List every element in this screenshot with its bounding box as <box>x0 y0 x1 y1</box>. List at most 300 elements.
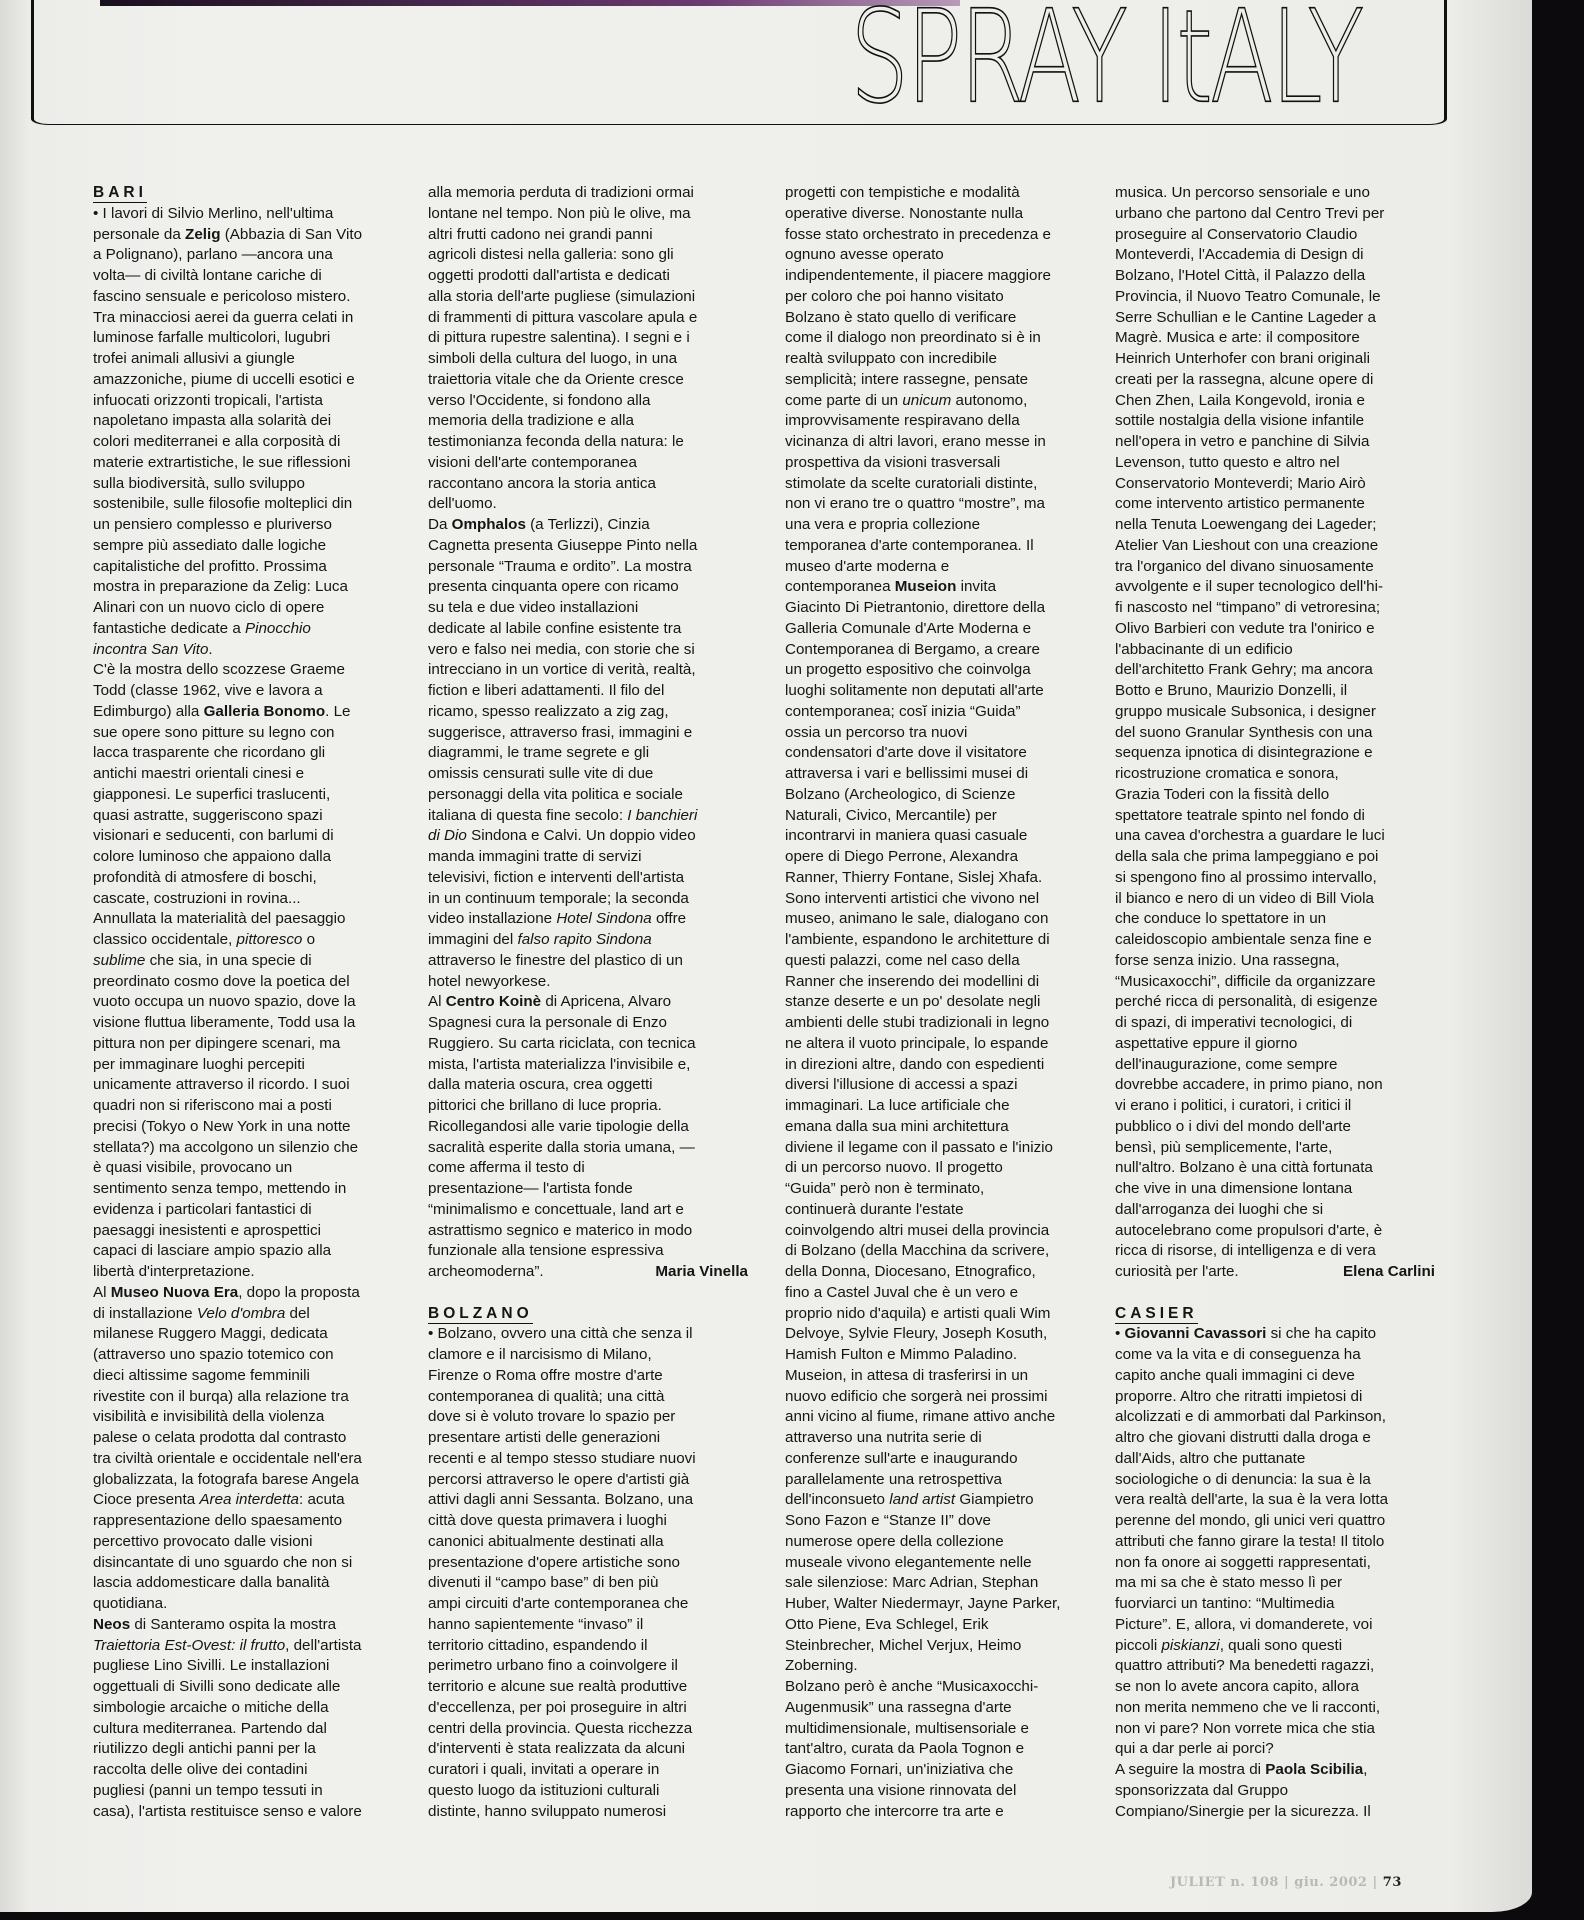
text-run: dell'uomo. <box>428 495 497 513</box>
text-line <box>1115 598 1435 619</box>
text-run: contemporanea <box>785 578 895 596</box>
text-run: Monteverdi, l'Accademia di Design di <box>1115 246 1364 264</box>
text-run: Giampietro <box>955 1491 1034 1509</box>
text-line <box>1115 1075 1435 1096</box>
text-line <box>93 972 413 993</box>
text-run: cultura mediterranea. Partendo dal <box>93 1719 327 1737</box>
text-line <box>93 826 413 847</box>
text-run: museo, animano le sale, dialogano con <box>785 910 1049 928</box>
text-line <box>785 1428 1105 1449</box>
text-line <box>93 951 413 972</box>
venue-name: Centro Koinè <box>445 993 542 1011</box>
italic-title: Area interdetta <box>199 1491 299 1509</box>
text-line <box>785 909 1105 930</box>
text-line <box>93 1739 413 1760</box>
text-run: del <box>285 1304 310 1322</box>
text-line <box>1115 183 1435 204</box>
text-line <box>785 1117 1105 1138</box>
text-run: pubblico o i divi del mondo dell'arte <box>1115 1117 1351 1135</box>
text-run: è quasi visibile, provocano un <box>93 1159 293 1177</box>
text-line <box>1115 287 1435 308</box>
text-line <box>1115 889 1435 910</box>
text-line <box>428 785 748 806</box>
text-run: percettivo provocato dalle visioni <box>93 1532 313 1550</box>
text-run: curatori i quali, invitati a operare in <box>428 1761 660 1778</box>
text-run: di Bolzano (della Macchina da scrivere, <box>785 1242 1050 1260</box>
text-run: Grazia Toderi con la fissità dello <box>1115 785 1330 803</box>
text-run: rapporto che intercorre tra arte e <box>785 1802 1004 1820</box>
text-run: diagrammi, le trame segrete e gli <box>428 744 650 762</box>
venue-name: Paola Scibilia <box>1265 1761 1364 1778</box>
text-run: di installazione <box>93 1304 197 1322</box>
text-run: Augenmusik” una rassegna d'arte <box>785 1698 1012 1716</box>
text-run: mostra in preparazione da Zelig: Luca <box>93 578 348 596</box>
text-run: quattro attributi? Ma benedetti ragazzi, <box>1115 1657 1375 1675</box>
text-run: semplicità; intere rassegne, pensate <box>785 370 1029 388</box>
text-line <box>428 930 748 951</box>
text-run: perimetro urbano fino a coinvolgere il <box>428 1657 678 1675</box>
text-run: Cagnetta presenta Giuseppe Pinto nella <box>428 536 698 554</box>
text-line <box>93 577 413 598</box>
text-run: : acuta <box>299 1491 345 1509</box>
text-line <box>428 1034 748 1055</box>
text-line <box>785 1158 1105 1179</box>
text-line <box>785 536 1105 557</box>
text-line <box>1115 1615 1435 1636</box>
text-line <box>428 1573 748 1594</box>
text-run: si che ha capito <box>1266 1325 1377 1343</box>
text-line <box>1115 909 1435 930</box>
text-line <box>93 1553 413 1574</box>
text-run: un progetto espositivo che coinvolga <box>785 661 1031 679</box>
text-run: parallelamente una retrospettiva <box>785 1470 1002 1488</box>
text-line <box>1115 1428 1435 1449</box>
text-run: operative diverse. Nonostante nulla <box>785 204 1024 222</box>
text-run: stanze deserte e un po' desolate negli <box>785 993 1041 1011</box>
text-line <box>428 494 748 515</box>
text-run: perenne del mondo, gli unici veri quattro <box>1115 1512 1386 1529</box>
text-line <box>93 432 413 453</box>
text-run: null'altro. Bolzano è una città fortunata <box>1115 1159 1373 1177</box>
text-line <box>785 660 1105 681</box>
text-run: unicamente attraverso il ricordo. I suoi <box>93 1076 350 1094</box>
text-run: contemporanea; cosĭ inizia “Guida” <box>785 702 1021 720</box>
text-line <box>785 1449 1105 1470</box>
venue-name: Zelig <box>185 225 221 243</box>
text-line <box>1115 391 1435 412</box>
text-line <box>1115 619 1435 640</box>
text-run: come il dialogo non preordinato si è in <box>785 329 1041 347</box>
text-line <box>785 328 1105 349</box>
text-line <box>93 1345 413 1366</box>
text-line <box>785 515 1105 536</box>
text-line <box>785 1470 1105 1491</box>
text-run: Botto e Bruno, Maurizio Donzelli, il <box>1115 682 1348 699</box>
text-run: quotidiana. <box>93 1595 168 1612</box>
text-line <box>93 245 413 266</box>
text-run: condensatori d'arte dove il visitatore <box>785 744 1027 762</box>
text-run: Museion, in attesa di trasferirsi in un <box>785 1366 1029 1384</box>
text-run: alla memoria perduta di tradizioni ormai <box>428 184 694 201</box>
text-line <box>1115 1781 1435 1802</box>
text-run: capito anche quali immagini ci deve <box>1115 1366 1355 1384</box>
text-run: materie extrartistiche, le sue riflessioni <box>93 453 351 471</box>
text-line <box>93 1760 413 1781</box>
text-run: evidenza i particolari fantastici di <box>93 1200 312 1218</box>
article-column-4 <box>1115 183 1435 1822</box>
text-run: mista, l'artista materializza l'invisibile e, <box>428 1055 691 1073</box>
text-line <box>93 411 413 432</box>
text-line <box>93 1719 413 1740</box>
text-line <box>785 1615 1105 1636</box>
text-run: recenti e al tempo stesso studiare nuovi <box>428 1449 696 1467</box>
text-run: fascino sensuale e pericoloso mistero. <box>93 287 351 305</box>
text-line <box>428 515 748 536</box>
text-line <box>785 1075 1105 1096</box>
text-run: in direzioni altre, dando con espedienti <box>785 1055 1045 1073</box>
text-run: dall'arroganza dei luoghi che si <box>1115 1200 1324 1218</box>
text-run: lacca trasparente che ricordano gli <box>93 744 326 762</box>
text-line <box>785 847 1105 868</box>
text-run: sacralità esperite dalla storia umana, — <box>428 1138 695 1156</box>
text-run: d'eccellenza, per poi proseguire in altri <box>428 1698 687 1716</box>
text-run: archeomoderna”. <box>428 1263 544 1280</box>
italic-title: land artist <box>889 1491 956 1509</box>
text-line <box>428 391 748 412</box>
text-line <box>428 598 748 619</box>
text-run: di spazi, di imperativi tecnologici, di <box>1115 1014 1353 1031</box>
text-run: lontane nel tempo. Non più le olive, ma <box>428 204 691 222</box>
text-line <box>428 702 748 723</box>
text-run: Tra minacciosi aerei da guerra celati in <box>93 308 354 326</box>
text-run: tra civiltà orientale e occidentale nell'era <box>93 1449 362 1467</box>
text-run: omissis censurati sulle vite di due <box>428 765 654 782</box>
text-line <box>93 308 413 329</box>
text-line <box>785 1179 1105 1200</box>
text-line <box>428 328 748 349</box>
text-run: conferenze sull'arte e inaugurando <box>785 1449 1018 1467</box>
text-run: sempre più assediato dalle logiche <box>93 536 327 554</box>
text-run: urbano che partono dal Centro Trevi per <box>1115 204 1385 222</box>
text-run: forse senza inizio. Una rassegna, <box>1115 951 1340 969</box>
text-line <box>785 1532 1105 1553</box>
page-number: 73 <box>1382 1875 1402 1890</box>
text-line <box>785 1324 1105 1345</box>
text-line <box>1115 1573 1435 1594</box>
text-run: nuovo edificio che sorgerà nei prossimi <box>785 1387 1048 1405</box>
text-line <box>428 951 748 972</box>
text-run: Annullata la materialità del paesaggio <box>93 910 346 928</box>
text-line <box>93 1636 413 1657</box>
text-run: presentazione d'opere artistiche sono <box>428 1553 680 1571</box>
text-run: immagini del <box>428 931 518 948</box>
text-run: anni vicino al fiume, rimane attivo anche <box>785 1408 1056 1426</box>
venue-name: Museo Nuova Era <box>110 1283 239 1301</box>
text-run: musica. Un percorso sensoriale e uno <box>1115 184 1370 201</box>
text-line <box>785 308 1105 329</box>
text-run: vicinanza di altri lavori, erano messe in <box>785 433 1046 450</box>
italic-title: unicum <box>902 391 952 409</box>
text-line <box>428 1055 748 1076</box>
text-line <box>93 868 413 889</box>
venue-name: Neos <box>93 1615 131 1633</box>
footer-separator: | <box>1372 1875 1378 1890</box>
text-line <box>785 1013 1105 1034</box>
text-line <box>428 1407 748 1428</box>
text-line <box>93 702 413 723</box>
text-run: ricamo, spesso realizzato a zig zag, <box>428 702 669 720</box>
text-run: autocelebrano come propulsori d'arte, è <box>1115 1221 1383 1239</box>
text-line <box>428 1138 748 1159</box>
text-line <box>1115 266 1435 287</box>
text-run: ambienti delle stubi tradizionali in legno <box>785 1014 1050 1031</box>
text-run: come va la vita e di conseguenza ha <box>1115 1346 1361 1363</box>
text-run: (Abbazia di San Vito <box>220 225 363 243</box>
text-line <box>93 287 413 308</box>
text-run: non vi pare? Non vorrete mica che stia <box>1115 1719 1376 1737</box>
text-line <box>93 1262 413 1283</box>
text-line <box>785 432 1105 453</box>
text-line <box>1115 204 1435 225</box>
text-line <box>1115 640 1435 661</box>
text-line <box>93 536 413 557</box>
text-line <box>1115 702 1435 723</box>
text-run: numerose opere della collezione <box>785 1532 1004 1550</box>
text-run: che conduce lo spettatore in un <box>1115 910 1327 928</box>
text-run: sulla biodiversità, sullo sviluppo <box>93 474 305 492</box>
text-run: come intervento artistico permanente <box>1115 495 1365 513</box>
text-run: personale “Trauma e ordito”. La mostra <box>428 557 692 575</box>
text-line <box>1115 1719 1435 1740</box>
text-line <box>785 681 1105 702</box>
author-signature: Maria Vinella <box>655 1263 748 1280</box>
text-line <box>785 1407 1105 1428</box>
venue-name: Omphalos <box>451 516 526 533</box>
text-line <box>93 1221 413 1242</box>
text-run: museale vivono elegantemente nelle <box>785 1553 1032 1571</box>
text-run: di un percorso nuovo. Il progetto <box>785 1159 1003 1177</box>
text-line <box>1115 1221 1435 1242</box>
text-run: piccoli <box>1115 1636 1162 1654</box>
text-run: questi palazzi, come nel caso della <box>785 951 1020 969</box>
city-heading: BARI <box>93 184 147 201</box>
text-run: sentimento senza tempo, mettendo in <box>93 1180 347 1197</box>
text-line <box>1115 1656 1435 1677</box>
text-run: fantastiche dedicate a <box>93 619 245 637</box>
text-line <box>93 370 413 391</box>
text-line <box>428 1013 748 1034</box>
text-line <box>93 474 413 495</box>
text-run: come parte di un <box>785 391 903 409</box>
text-run: funzionale alla tensione espressiva <box>428 1242 664 1260</box>
text-line <box>428 1345 748 1366</box>
text-run: presentare artisti delle generazioni <box>428 1429 661 1446</box>
text-run: televisivi, fiction e interventi dell'artista <box>428 868 685 886</box>
italic-title: Velo d'ombra <box>196 1304 286 1322</box>
text-line <box>93 619 413 640</box>
text-run: museo d'arte moderna e <box>785 557 950 575</box>
text-run: Sono Fazon e “Stanze II” dove <box>785 1512 991 1529</box>
text-run: Al <box>93 1283 111 1301</box>
text-line <box>1115 826 1435 847</box>
text-run: vera realtà dell'arte, la sua è la vera lotta <box>1115 1491 1389 1509</box>
text-line <box>428 1387 748 1408</box>
text-run: il bianco e nero di un video di Bill Viola <box>1115 889 1374 907</box>
italic-title: Pinocchio <box>244 619 311 637</box>
text-line <box>785 1781 1105 1802</box>
text-run: fino a Castel Juval che è un vero e <box>785 1283 1019 1301</box>
text-run: Ranner che inserendo dei modellini di <box>785 972 1040 990</box>
section-gap <box>1115 1283 1435 1304</box>
text-line <box>1115 1324 1435 1345</box>
text-line <box>93 598 413 619</box>
text-run: creati per la rassegna, alcune opere di <box>1115 370 1374 388</box>
text-run: . Le <box>325 702 351 720</box>
section-heading-line <box>1115 1304 1435 1325</box>
text-run: sostenibile, sulle filosofie molteplici din <box>93 495 353 513</box>
text-run: si spengono fino al prossimo intervallo, <box>1115 868 1377 886</box>
text-line <box>1115 1179 1435 1200</box>
text-line <box>1115 1594 1435 1615</box>
text-line <box>1115 245 1435 266</box>
text-run: presentazione— l'artista fonde <box>428 1180 633 1197</box>
text-run: questo luogo da istituzioni culturali <box>428 1781 660 1799</box>
text-line <box>428 847 748 868</box>
text-line <box>1115 1760 1435 1781</box>
text-line <box>1115 992 1435 1013</box>
text-run: altri frutti cadono nei grandi panni <box>428 225 653 243</box>
text-run: “Guida” però non è terminato, <box>785 1180 985 1197</box>
text-run: verso l'Occidente, si fondono alla <box>428 391 651 409</box>
text-line <box>93 1428 413 1449</box>
text-line <box>1115 411 1435 432</box>
text-run: vero e falso nei media, con storie che si <box>428 640 695 658</box>
text-line <box>785 1802 1105 1823</box>
text-line <box>785 1034 1105 1055</box>
text-line <box>1115 868 1435 889</box>
text-run: , <box>1363 1761 1368 1778</box>
text-line <box>428 972 748 993</box>
text-line <box>785 1719 1105 1740</box>
text-line <box>1115 1138 1435 1159</box>
text-run: sponsorizzata dal Gruppo <box>1115 1781 1289 1799</box>
text-line <box>93 1573 413 1594</box>
text-run: Delvoye, Sylvie Fleury, Joseph Kosuth, <box>785 1325 1048 1343</box>
text-run: proseguire al Conservatorio Claudio <box>1115 225 1358 243</box>
text-line <box>1115 1055 1435 1076</box>
text-run: libertà d'interpretazione. <box>93 1263 255 1280</box>
text-line <box>1115 847 1435 868</box>
text-line <box>93 1615 413 1636</box>
text-line <box>428 1677 748 1698</box>
text-run: raccontano ancora la storia antica <box>428 474 656 492</box>
text-run: personaggi della vita politica e sociale <box>428 785 683 803</box>
text-line <box>785 1283 1105 1304</box>
text-run: l'abbacinante di un edificio <box>1115 640 1293 658</box>
text-run: amazzoniche, piume di uccelli esotici e <box>93 370 355 388</box>
text-line <box>1115 494 1435 515</box>
text-run: dieci altissime sagome femminili <box>93 1366 310 1384</box>
text-run: una cavea d'orchestra a guardare le luci <box>1115 827 1385 845</box>
text-line <box>785 370 1105 391</box>
text-run: non fa onore ai soggetti rappresentati, <box>1115 1553 1371 1571</box>
text-run: globalizzata, la fotografa barese Angela <box>93 1470 359 1488</box>
text-line <box>428 1553 748 1574</box>
text-line <box>1115 1345 1435 1366</box>
text-run: fosse stato orchestrato in precedenza e <box>785 225 1051 243</box>
text-run: di frammenti di pittura vascolare apula e <box>428 308 698 326</box>
text-run: vi erano i politici, i curatori, i critici il <box>1115 1097 1352 1114</box>
italic-title: sublime <box>93 951 146 969</box>
text-line <box>93 992 413 1013</box>
text-run: dell'inconsueto <box>785 1491 890 1509</box>
text-run: . <box>208 640 213 658</box>
text-line <box>428 370 748 391</box>
text-line <box>428 1760 748 1781</box>
footer-issue-date: giu. 2002 <box>1294 1875 1368 1890</box>
text-line <box>785 1594 1105 1615</box>
text-line <box>785 1221 1105 1242</box>
italic-title: piskianzi <box>1161 1636 1220 1654</box>
text-line <box>93 785 413 806</box>
text-run: l'ambiente, espandono le architetture di <box>785 931 1050 948</box>
text-line <box>93 1283 413 1304</box>
text-line <box>93 764 413 785</box>
text-line <box>1115 453 1435 474</box>
text-line <box>428 245 748 266</box>
text-run: di pittura rupestre salentina). I segni e i <box>428 329 690 347</box>
text-run: sottile nostalgia della visione infantile <box>1115 412 1365 430</box>
text-line <box>93 225 413 246</box>
text-run: disincantate di uno sguardo che non si <box>93 1553 353 1571</box>
text-line <box>1115 1470 1435 1491</box>
text-run: canonici abitualmente destinati alla <box>428 1532 664 1550</box>
text-run: presenta cinquanta opere con ricamo <box>428 578 679 596</box>
text-line <box>1115 1366 1435 1387</box>
text-line <box>1115 660 1435 681</box>
text-line <box>1115 764 1435 785</box>
text-line <box>428 557 748 578</box>
text-line <box>785 494 1105 515</box>
text-line <box>428 349 748 370</box>
text-run: clamore e il narcisismo di Milano, <box>428 1346 652 1363</box>
text-line <box>428 1594 748 1615</box>
text-line <box>1115 328 1435 349</box>
text-run: Firenze o Roma offre mostre d'arte <box>428 1366 663 1384</box>
text-run: di Santeramo ospita la mostra <box>130 1615 337 1633</box>
text-line <box>1115 1158 1435 1179</box>
text-line <box>93 1802 413 1823</box>
text-line <box>93 1179 413 1200</box>
text-line <box>93 1511 413 1532</box>
venue-name: Giovanni Cavassori <box>1124 1325 1267 1343</box>
text-line <box>93 1075 413 1096</box>
text-run: altro che giovani distrutti dalla droga e <box>1115 1429 1371 1446</box>
text-line <box>785 868 1105 889</box>
text-run: ampi circuiti d'arte contemporanea che <box>428 1595 689 1612</box>
text-line <box>428 660 748 681</box>
text-line <box>428 1117 748 1138</box>
text-run: Heinrich Unterhofer con brani originali <box>1115 350 1370 367</box>
text-line <box>785 1138 1105 1159</box>
text-run: Edimburgo) alla <box>93 702 204 720</box>
text-run: rivestite con il burqa) alla relazione tra <box>93 1387 349 1405</box>
text-run: tra l'organico del divano sinuosamente <box>1115 557 1374 575</box>
text-run: Bolzano però è anche “Musicaxocchi- <box>785 1678 1039 1695</box>
text-line <box>785 391 1105 412</box>
text-line <box>428 225 748 246</box>
text-run: Bolzano è stato quello di verificare <box>785 308 1017 326</box>
